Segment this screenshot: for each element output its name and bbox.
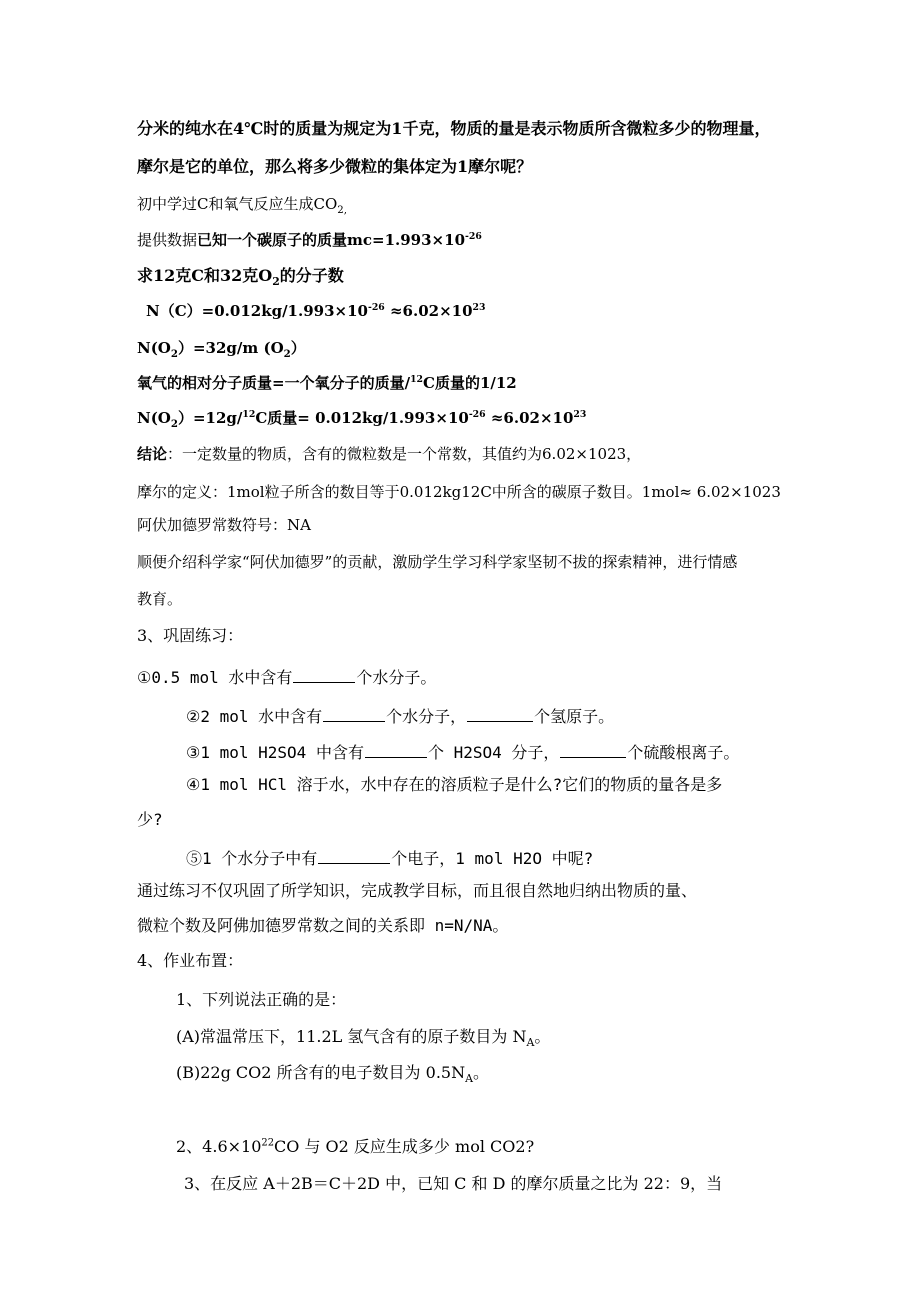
no2-formula-1: $N(O_2)=32g/m$ $(O_2)$: [137, 339, 306, 360]
practice-q4-line-1: ④1 mol HCl 溶于水，水中存在的溶质粒子是什么?它们的物质的量各是多: [186, 775, 723, 794]
junior-line: 初中学过C和氧气反应生成$CO_{2,}$: [137, 195, 347, 216]
answer-blank: [365, 742, 427, 758]
homework-q1-option-b: (B)22g CO2 所含有的电子数目为 $0.5N_A$。: [176, 1063, 489, 1086]
homework-q2: 2、$4.6\times 10^{22}CO$ 与 O2 反应生成多少 mol CO2?: [176, 1137, 535, 1156]
homework-q3: 3、在反应 A＋2B＝C＋2D 中，已知 C 和 D 的摩尔质量之比为 22：9，当: [184, 1174, 723, 1193]
ask-line: 求12克C和32克$O_2$的分子数: [137, 266, 344, 289]
intro-line-2: 摩尔是它的单位，那么将多少微粒的集体定为1摩尔呢？: [137, 157, 533, 176]
practice-summary-1: 通过练习不仅巩固了所学知识，完成教学目标，而且很自然地归纳出物质的量、: [137, 881, 698, 900]
practice-q3: ③1 mol H2SO4 中含有 个 H2SO4 分子， 个硫酸根离子。: [186, 743, 740, 762]
practice-summary-2: 微粒个数及阿佛加德罗常数之间的关系即 n=N/NA。: [137, 916, 509, 935]
answer-blank: [560, 742, 626, 758]
conclusion-line: 结论：一定数量的物质，含有的微粒数是一个常数，其值约为6.02×1023，: [137, 445, 642, 463]
practice-q4-line-2: 少?: [137, 810, 163, 829]
answer-blank: [318, 848, 390, 864]
homework-q1-option-a: (A)常温常压下，11.2L 氢气含有的原子数目为 $N_A$。: [176, 1027, 551, 1050]
nc-formula: $N(C)=0.012kg/1.993\times 10^{-26} \approx 6.02\times 10^{23}$: [146, 302, 486, 320]
answer-blank: [323, 706, 385, 722]
practice-heading: 3、巩固练习：: [137, 626, 244, 645]
mole-definition: 摩尔的定义：1mol粒子所含的数目等于0.012kg12C中所含的碳原子数目。1mol≈ 6.02×1023: [137, 483, 781, 501]
scientist-line-1: 顺便介绍科学家“阿伏加德罗”的贡献，激励学生学习科学家坚韧不拔的探索精神，进行情感: [137, 553, 738, 571]
relative-mass-line: 氧气的相对分子质量=一个氧分子的质量/$^{12}$C质量的1/12: [137, 374, 517, 392]
practice-q1: ①0.5 mol 水中含有 个水分子。: [137, 668, 437, 687]
no2-formula-2: $N(O_2)=12g/^{12}C$质量= $0.012kg/1.993\times 10^{-26} \approx 6.02\times 10^{23}$: [137, 409, 587, 430]
data-line: 提供数据已知一个碳原子的质量$mc=1.993\times 10^{-26}$: [137, 231, 482, 249]
scientist-line-2: 教育。: [137, 590, 183, 608]
intro-line-1: 分米的纯水在4℃时的质量为规定为1千克，物质的量是表示物质所含微粒多少的物理量，: [137, 119, 771, 138]
answer-blank: [467, 706, 533, 722]
avogadro-symbol: 阿伏加德罗常数符号：NA: [137, 516, 311, 534]
homework-q1: 1、下列说法正确的是：: [176, 990, 347, 1009]
practice-q5: ⑤1 个水分子中有 个电子，1 mol H2O 中呢?: [186, 849, 594, 868]
practice-q2: ②2 mol 水中含有 个水分子， 个氢原子。: [186, 707, 615, 726]
homework-heading: 4、作业布置：: [137, 951, 244, 970]
answer-blank: [293, 667, 355, 683]
